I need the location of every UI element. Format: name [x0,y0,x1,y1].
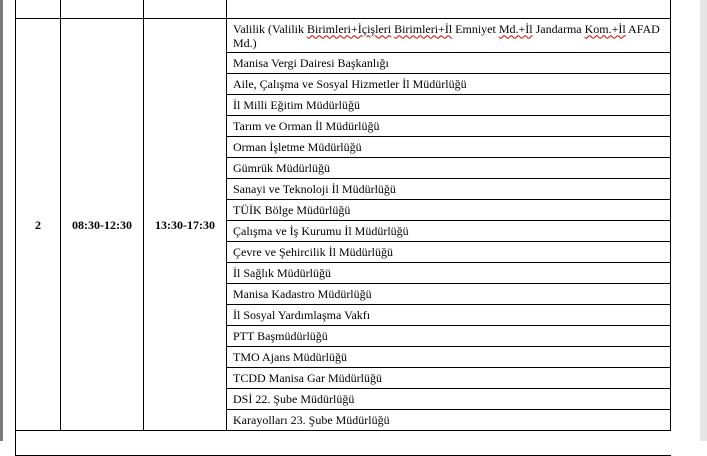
institution-cell: Tarım ve Orman İl Müdürlüğü [227,116,671,137]
institution-cell: Aile, Çalışma ve Sosyal Hizmetler İl Müdürlüğü [227,74,671,95]
morning-hours-cell: 08:30-12:30 [61,19,144,431]
prev-cell-afternoon [144,0,227,19]
institution-cell: Orman İşletme Müdürlüğü [227,137,671,158]
institution-text-part: Valilik (Valilik [233,21,307,36]
table-row-previous [16,0,671,19]
spellcheck-word: Kom.+İl [584,21,626,36]
spellcheck-word: Md.+İl [498,21,533,36]
table-row-next [16,431,671,456]
page-right-margin [700,0,707,441]
page-left-edge [0,0,3,441]
next-row-cell [16,431,671,456]
institution-cell: DSİ 22. Şube Müdürlüğü [227,389,671,410]
table-row [16,19,671,53]
prev-cell-number [16,0,61,19]
institution-text-part: Jandarma [532,21,585,36]
institution-cell: Karayolları 23. Şube Müdürlüğü [227,410,671,431]
institution-cell-valilik [227,19,671,53]
row-number-cell: 2 [16,19,61,431]
spellcheck-word: Birimleri+İl [394,21,453,36]
institution-text-part: AFAD Md.) [233,21,660,50]
institution-cell: PTT Başmüdürlüğü [227,326,671,347]
institution-cell: Manisa Kadastro Müdürlüğü [227,284,671,305]
institution-cell: İl Milli Eğitim Müdürlüğü [227,95,671,116]
prev-cell-morning [61,0,144,19]
spellcheck-word: Birimleri+İçişleri [307,21,392,36]
institution-cell: TCDD Manisa Gar Müdürlüğü [227,368,671,389]
institution-cell: TÜİK Bölge Müdürlüğü [227,200,671,221]
institution-cell: Çevre ve Şehircilik İl Müdürlüğü [227,242,671,263]
institution-cell: Çalışma ve İş Kurumu İl Müdürlüğü [227,221,671,242]
institution-cell: Sanayi ve Teknoloji İl Müdürlüğü [227,179,671,200]
institution-text-part: Emniyet [452,21,499,36]
afternoon-hours-cell: 13:30-17:30 [144,19,227,431]
institution-cell: İl Sosyal Yardımlaşma Vakfı [227,305,671,326]
institution-cell: Gümrük Müdürlüğü [227,158,671,179]
schedule-table [15,0,671,456]
institution-cell: TMO Ajans Müdürlüğü [227,347,671,368]
institution-cell: Manisa Vergi Dairesi Başkanlığı [227,53,671,74]
institution-cell: İl Sağlık Müdürlüğü [227,263,671,284]
prev-cell-institution [227,0,671,19]
